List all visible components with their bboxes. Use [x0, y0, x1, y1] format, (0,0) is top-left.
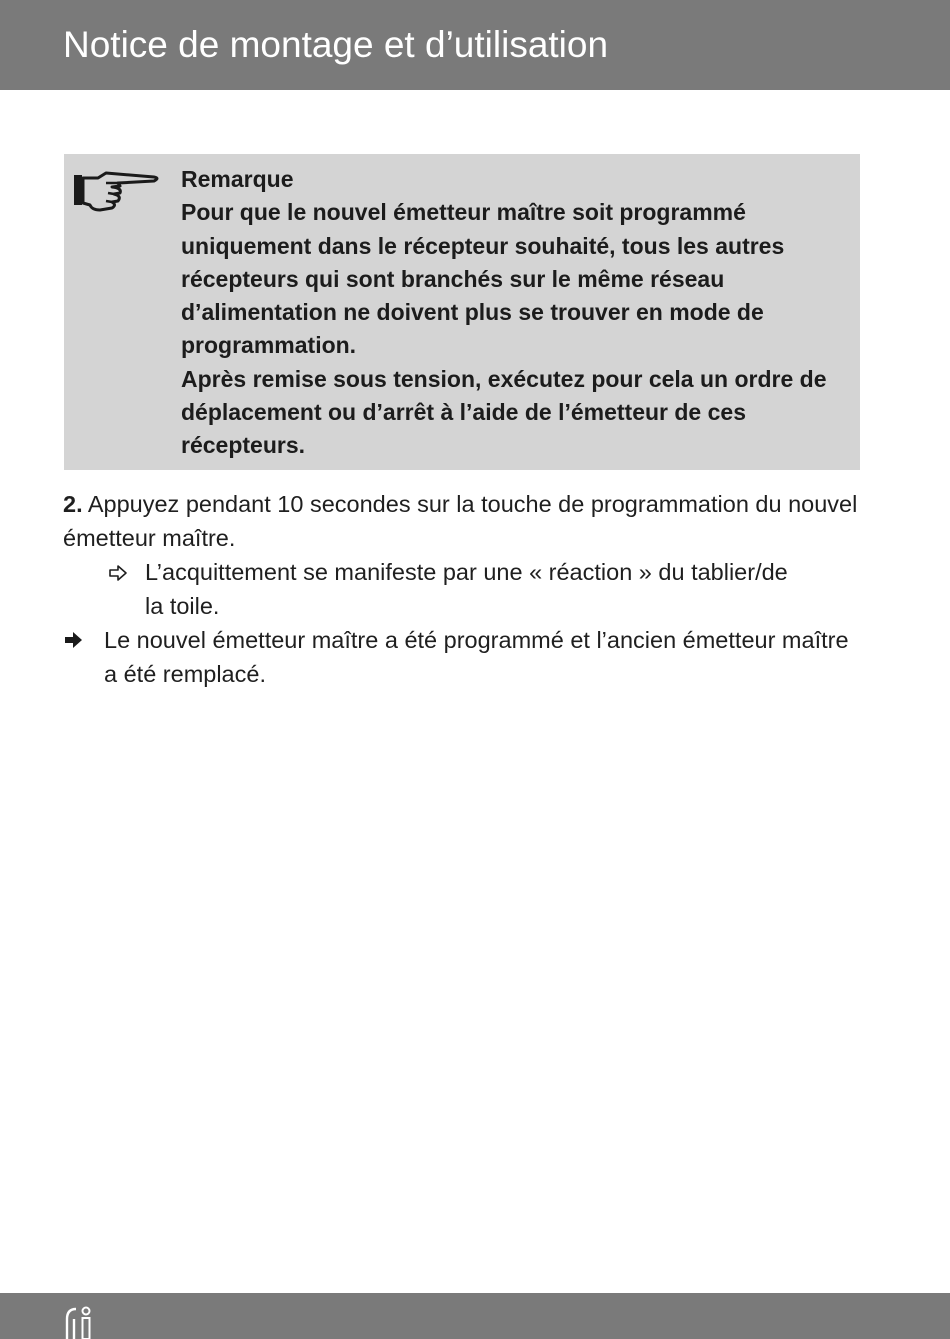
note-box [64, 154, 860, 470]
solid-arrow-icon [63, 629, 85, 651]
note-title: Remarque [181, 166, 294, 192]
note-paragraph-2: Après remise sous tension, exécutez pour cela un ordre de déplacement ou d’arrêt à l’aide de l’émetteur de ces récepteurs. [181, 365, 827, 459]
step-text: Appuyez pendant 10 secondes sur la touche de programmation du nouvel émetteur maître. [63, 491, 858, 551]
outline-arrow-icon [104, 556, 134, 590]
brand-logo-icon [64, 1305, 94, 1339]
intermediate-result-text: L’acquittement se manifeste par une « réaction » du tablier/de la toile. [145, 559, 788, 619]
final-result-text: Le nouvel émetteur maître a été programmé et l’ancien émetteur maître a été remplacé. [104, 627, 849, 687]
note-text [181, 163, 851, 463]
pointing-hand-icon [72, 166, 162, 214]
note-paragraph-1: Pour que le nouvel émetteur maître soit programmé uniquement dans le récepteur souhaité, tous les autres récepteurs qui sont branchés sur le même réseau d’alimentation ne doivent plus se trouver en mode de programmation. [181, 199, 785, 359]
step-2 [63, 488, 863, 555]
step-number: 2. [63, 491, 83, 517]
page-header [0, 0, 950, 90]
page-footer [0, 1293, 950, 1339]
page-title: Notice de montage et d’utilisation [63, 24, 609, 65]
